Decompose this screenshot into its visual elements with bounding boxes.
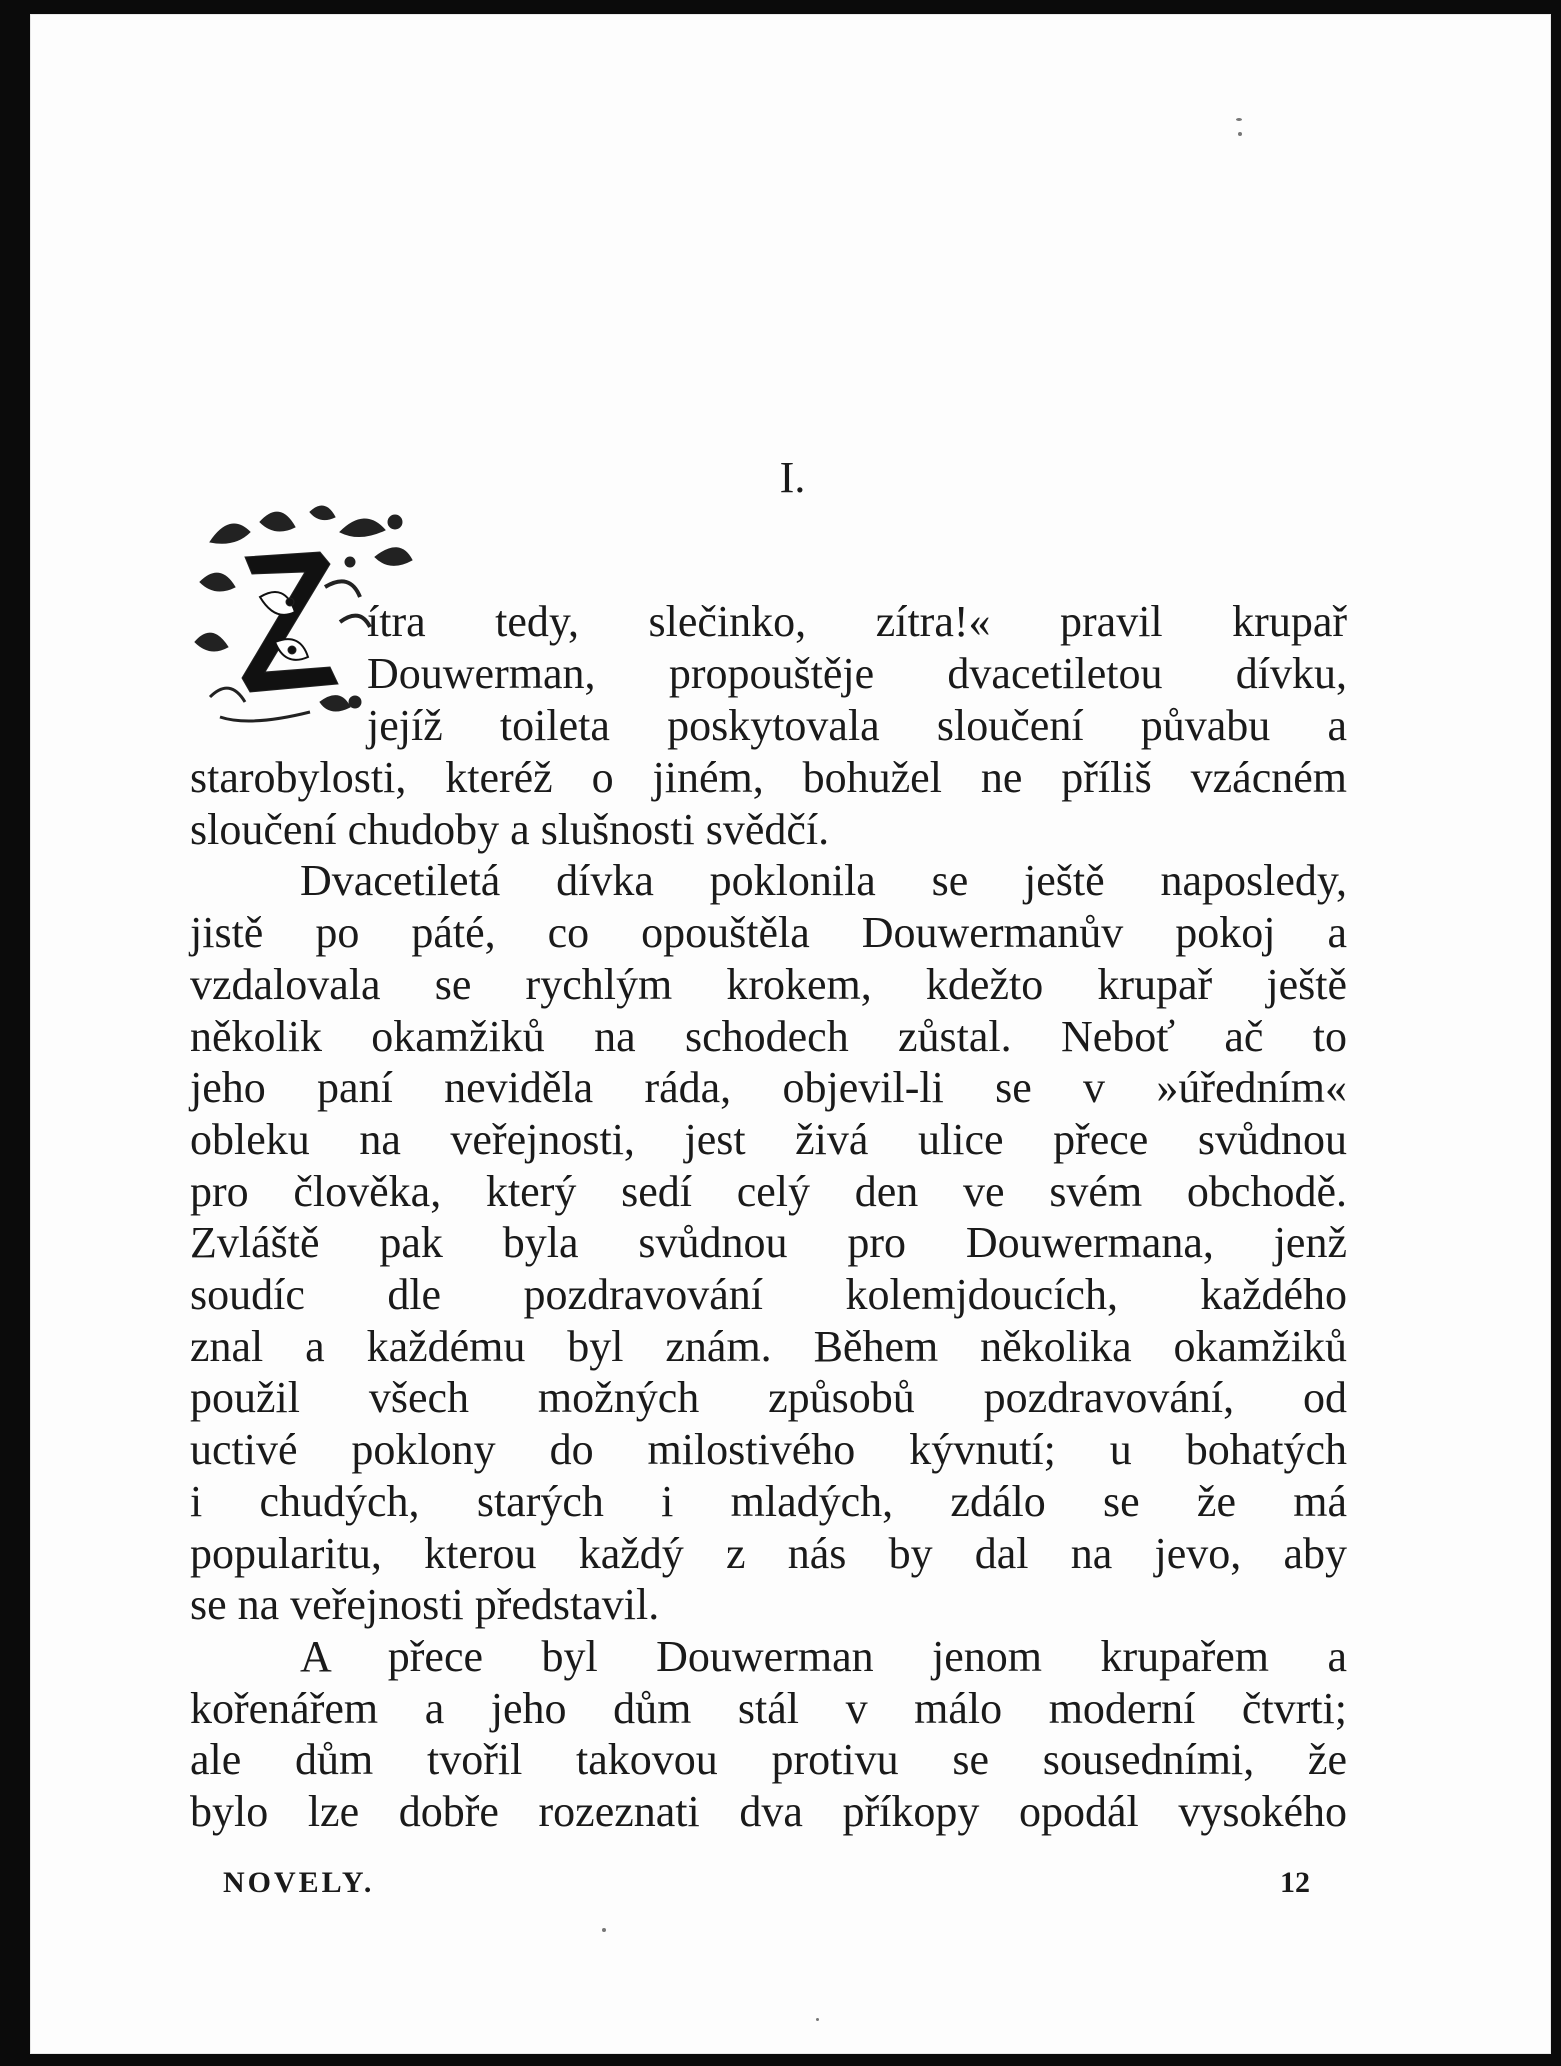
- printer-signature: NOVELY.: [223, 1866, 375, 1899]
- first-paragraph-wrapped-lines: [367, 596, 1347, 752]
- text-line: bylo lze dobře rozeznati dva příkopy opodál vysokého: [190, 1787, 1347, 1837]
- text-line: Douwerman, propouštěje dvacetiletou dívku,: [367, 649, 1347, 698]
- text-line: jejíž toileta poskytovala sloučení půvabu a: [367, 701, 1347, 750]
- text-line: ítra tedy, slečinko, zítra!« pravil krupař: [367, 597, 1347, 646]
- text-line: jeho paní neviděla ráda, objevil-li se v »úředním«: [190, 1063, 1347, 1113]
- text-line: jistě po páté, co opouštěla Douwermanův pokoj a: [190, 908, 1347, 958]
- text-line: použil všech možných způsobů pozdravování, od: [190, 1373, 1347, 1423]
- text-line: starobylosti, kteréž o jiném, bohužel ne příliš vzácném: [190, 753, 1347, 802]
- text-line: A přece byl Douwerman jenom krupařem a: [300, 1631, 1347, 1681]
- body-text: [190, 752, 1347, 1838]
- text-line: znal a každému byl znám. Během několika okamžiků: [190, 1321, 1347, 1371]
- text-line: ale dům tvořil takovou protivu se sousedními, že: [190, 1735, 1347, 1785]
- text-line: několik okamžiků na schodech zůstal. Neboť ač to: [190, 1011, 1347, 1061]
- paper-speck: [816, 2018, 819, 2021]
- text-line: popularitu, kterou každý z nás by dal na jevo, aby: [190, 1528, 1347, 1578]
- book-page: [30, 14, 1551, 2054]
- text-line: uctivé poklony do milostivého kývnutí; u bohatých: [190, 1425, 1347, 1475]
- text-line: pro člověka, který sedí celý den ve svém obchodě.: [190, 1166, 1347, 1216]
- text-line: vzdalovala se rychlým krokem, kdežto krupař ještě: [190, 959, 1347, 1009]
- text-line: i chudých, starých i mladých, zdálo se že má: [190, 1476, 1347, 1526]
- text-line: sloučení chudoby a slušnosti svědčí.: [190, 804, 830, 854]
- text-line: se na veřejnosti představil.: [190, 1580, 660, 1630]
- text-line: obleku na veřejnosti, jest živá ulice přece svůdnou: [190, 1114, 1347, 1164]
- paper-speck: [1236, 118, 1242, 121]
- text-line: Dvacetiletá dívka poklonila se ještě naposledy,: [300, 856, 1347, 906]
- paper-speck: [602, 1928, 606, 1932]
- paper-speck: [1238, 132, 1242, 136]
- text-line: kořenářem a jeho dům stál v málo moderní čtvrti;: [190, 1683, 1347, 1733]
- sheet-number: 12: [1280, 1866, 1310, 1899]
- text-line: Zvláště pak byla svůdnou pro Douwermana, jenž: [190, 1218, 1347, 1268]
- text-line: soudíc dle pozdravování kolemjdoucích, každého: [190, 1270, 1347, 1320]
- chapter-number: I.: [779, 453, 806, 502]
